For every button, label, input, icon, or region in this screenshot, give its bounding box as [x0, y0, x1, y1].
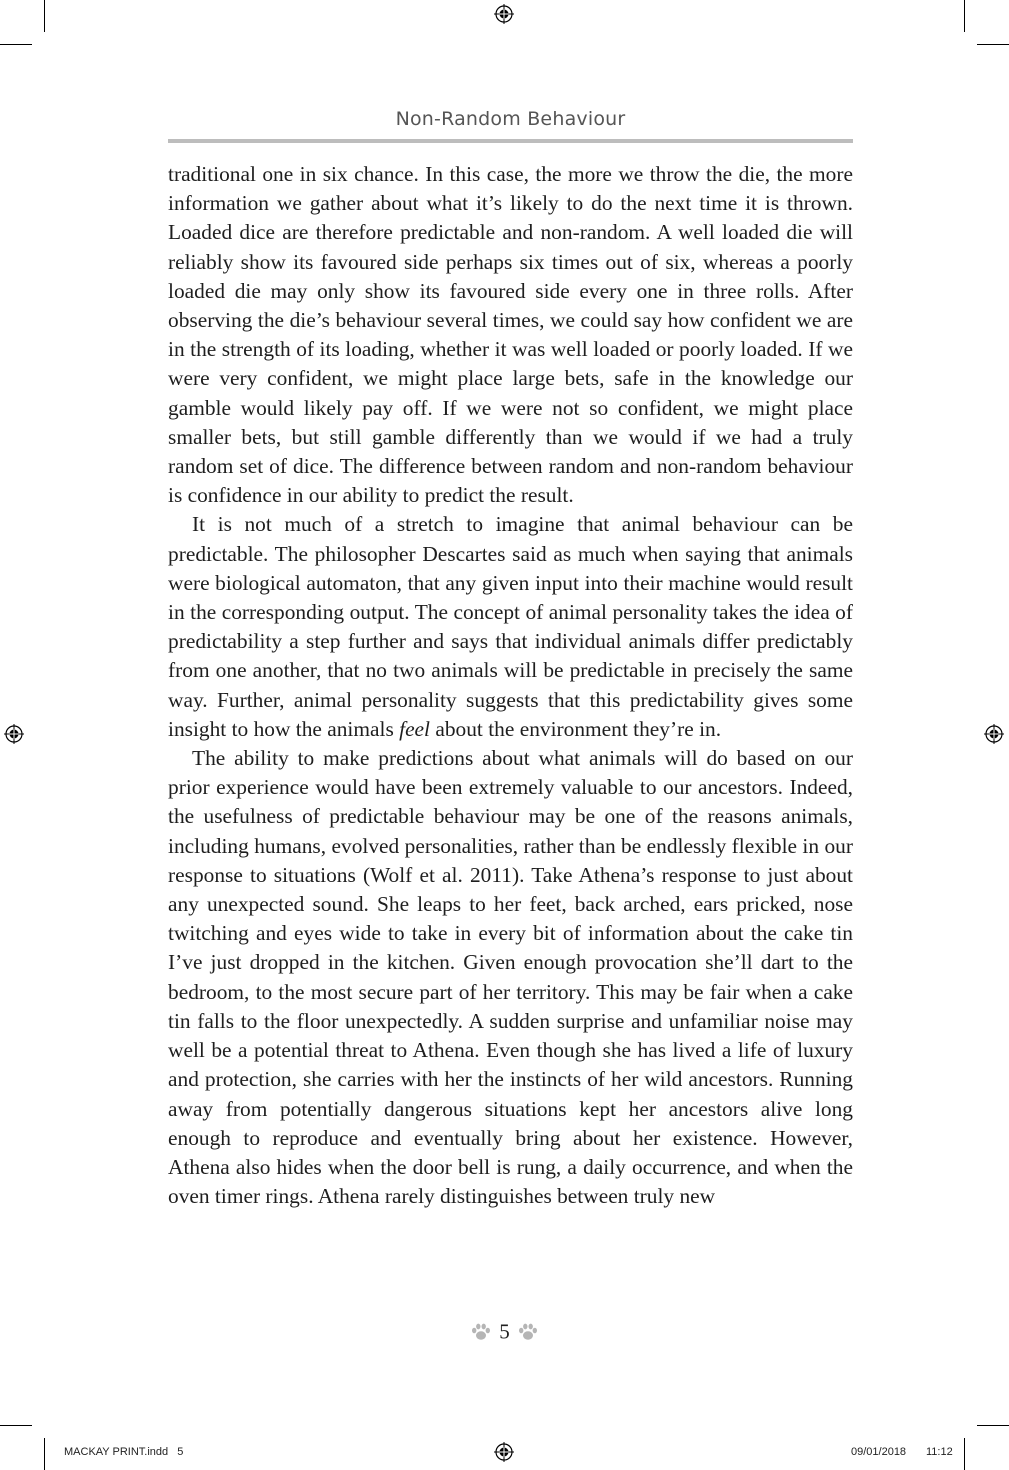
paragraph-2-text-after: about the environment they’re in. [430, 716, 722, 741]
registration-mark-left-icon [4, 724, 24, 744]
paw-print-icon [518, 1323, 538, 1341]
crop-mark-top-left-horizontal [0, 44, 32, 45]
registration-mark-top-icon [494, 4, 514, 24]
crop-mark-bottom-left-horizontal [0, 1425, 32, 1426]
crop-mark-bottom-right-vertical [964, 1438, 965, 1470]
paw-print-icon [471, 1323, 491, 1341]
crop-mark-bottom-right-horizontal [977, 1425, 1009, 1426]
page-number: 5 [499, 1319, 510, 1344]
paragraph-2-emphasis: feel [399, 716, 430, 741]
registration-mark-right-icon [984, 724, 1004, 744]
registration-mark-bottom-icon [494, 1442, 514, 1462]
paragraph-3: The ability to make predictions about what animals will do based on our prior experience would have been extremely valuable to our ancestors. Indeed, the usefulness of predictable behaviour may be one of the reasons animals, including humans, evolved personalities, rather than be endlessly flexible in our response to situations (Wolf et al. 2011). Take Athena’s response to just about any unexpected sound. She leaps to her feet, back arched, ears pricked, nose twitching and eyes wide to take in every bit of information about the cake tin I’ve just dropped in the kitchen. Given enough provocation she’ll dart to the bedroom, to the most secure part of her territory. This may be fair when a cake tin falls to the floor unexpectedly. A sudden surprise and unfamiliar noise may well be a potential threat to Athena. Even though she has lived a life of luxury and protection, she carries with her the instincts of her wild ancestors. Running away from potentially dangerous situations kept her ancestors alive long enough to reproduce and eventually bring about her existence. However, Athena also hides when the door bell is rung, a daily occurrence, and when the oven timer rings. Athena rarely distinguishes between truly new [168, 746, 853, 1209]
crop-mark-top-right-vertical [964, 0, 965, 32]
crop-mark-top-left-vertical [44, 0, 45, 32]
body-text [168, 160, 853, 1211]
paragraph-2-text-before: It is not much of a stretch to imagine that animal behaviour can be predictable. The philosopher Descartes said as much when saying that animals were biological automaton, that any given input into their machine would result in the corresponding output. The concept of animal personality takes the idea of predictability a step further and says that individual animals differ predictably from one another, that no two animals will be predictable in precisely the same way. Further, animal personality suggests that this predictability gives some insight to how the animals [168, 512, 853, 741]
paragraph-2 [168, 510, 853, 744]
slug-time: 11:12 [926, 1446, 953, 1458]
paragraph-1: traditional one in six chance. In this case, the more we throw the die, the more information we gather about what it’s likely to do the next time it is thrown. Loaded dice are therefore predictable and non-random. A well loaded die will reliably show its favoured side perhaps six times out of six, whereas a poorly loaded die may only show its favoured side every one in three rolls. After observing the die’s behaviour several times, we could say how confident we are in the strength of its loading, whether it was well loaded or poorly loaded. If we were very confident, we might place large bets, safe in the knowledge our gamble would likely pay off. If we were not so confident, we might place smaller bets, but still gamble differently than we would if we had a truly random set of dice. The difference between random and non-random behaviour is confidence in our ability to predict the result. [168, 162, 853, 508]
running-head: Non-Random Behaviour [395, 108, 626, 130]
slug-date: 09/01/2018 [851, 1446, 907, 1458]
slug-file-name: MACKAY PRINT.indd 5 [64, 1446, 184, 1458]
crop-mark-top-right-horizontal [977, 44, 1009, 45]
folio [0, 1318, 1009, 1345]
running-head-rule [168, 139, 853, 143]
crop-mark-bottom-left-vertical [44, 1438, 45, 1470]
